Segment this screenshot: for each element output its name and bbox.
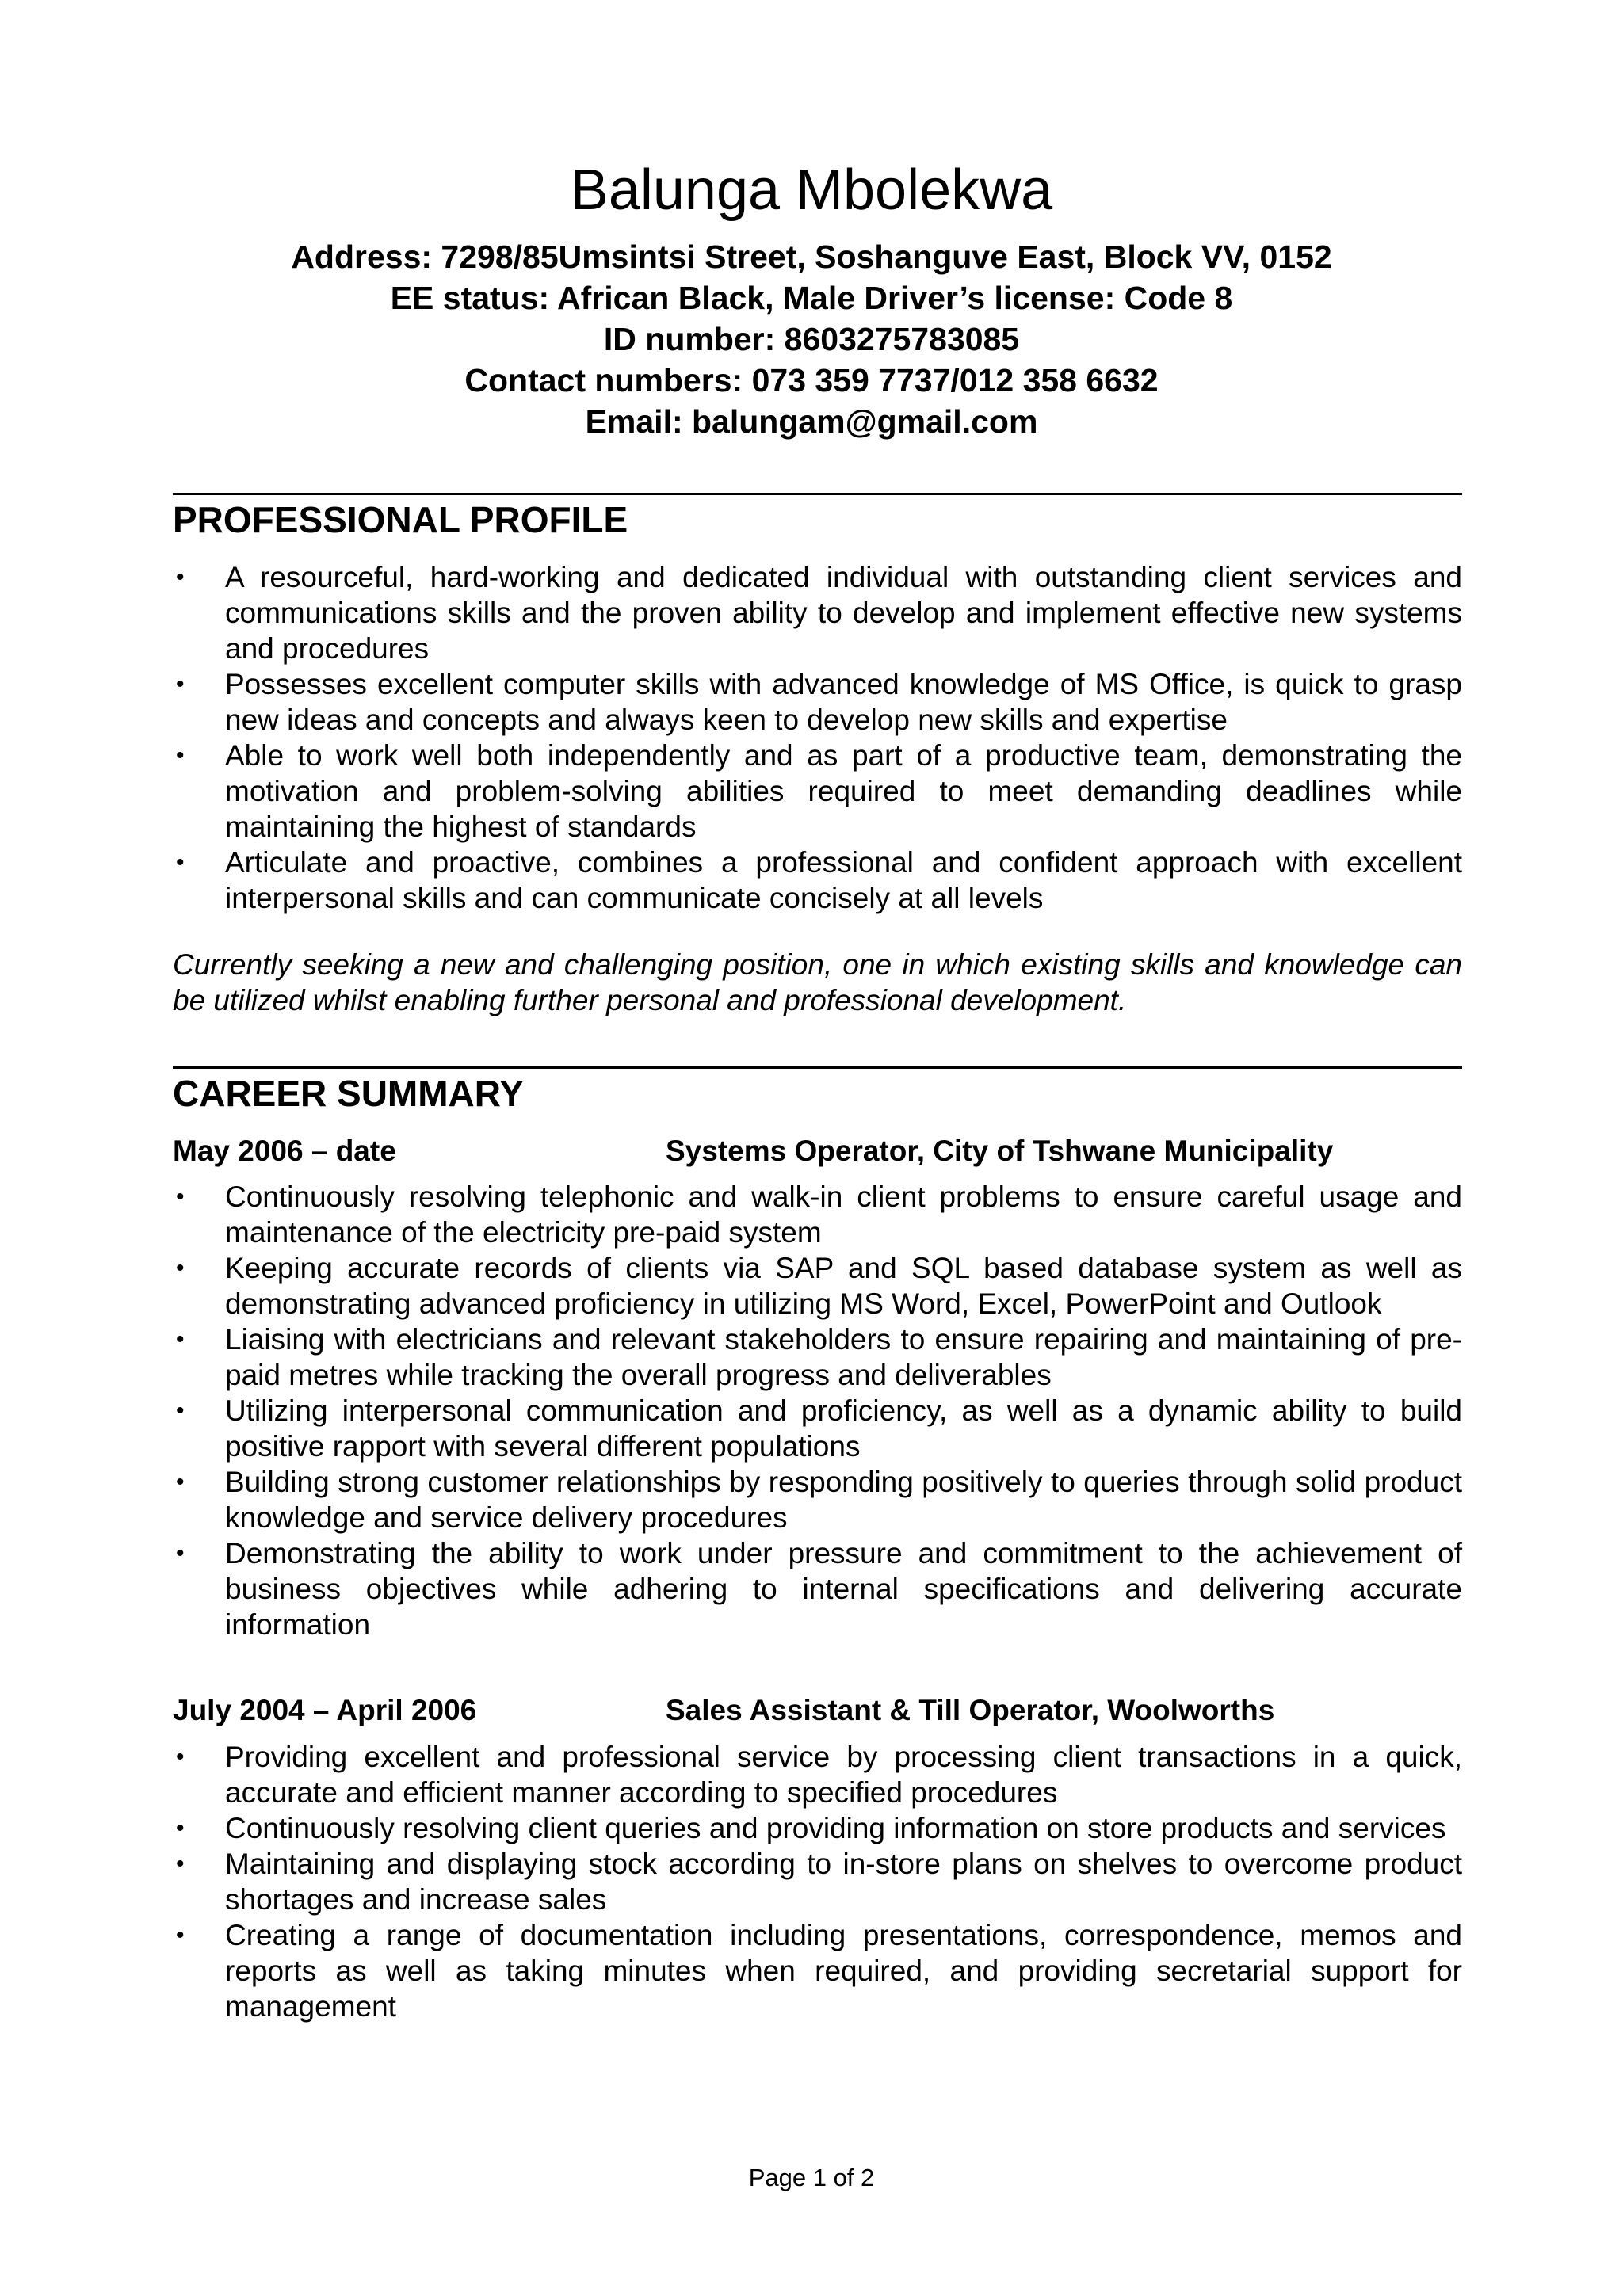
job-bullet-list: [173, 1179, 1462, 1642]
bullet-icon: •: [176, 564, 185, 590]
list-item: • Continuously resolving client queries and providing information on store products and services: [176, 1812, 1446, 1844]
job-period: May 2006 – date: [173, 1135, 396, 1167]
list-item: • Liaising with electricians and relevant stakeholders to ensure repairing and maintaining of pre-paid metres while tracking the overall progress and deliverables: [176, 1323, 1462, 1391]
bullet-icon: •: [176, 1469, 185, 1495]
list-item: • Demonstrating the ability to work under pressure and commitment to the achievement of business objectives while adhering to internal specifications and delivering accurate information: [176, 1537, 1462, 1641]
bullet-icon: •: [176, 1815, 185, 1841]
profile-bullet-list: [173, 559, 1462, 916]
bullet-icon: •: [176, 1922, 185, 1948]
bullet-icon: •: [176, 1326, 185, 1352]
list-item: • Maintaining and displaying stock according to in-store plans on shelves to overcome product shortages and increase sales: [176, 1848, 1462, 1916]
list-item: • Creating a range of documentation including presentations, correspondence, memos and reports as well as taking minutes when required, and providing secretarial support for management: [176, 1919, 1462, 2023]
list-item: • A resourceful, hard-working and dedicated individual with outstanding client services and communications skills and the proven ability to develop and implement effective new systems and procedures: [176, 561, 1462, 665]
list-item: • Continuously resolving telephonic and walk-in client problems to ensure careful usage and maintenance of the electricity pre-paid system: [176, 1180, 1462, 1249]
list-item: • Articulate and proactive, combines a professional and confident approach with excellent interpersonal skills and can communicate concisely at all levels: [176, 846, 1462, 914]
job-role: Systems Operator, City of Tshwane Municipality: [666, 1135, 1334, 1167]
list-item: • Providing excellent and professional service by processing client transactions in a quick, accurate and efficient manner according to specified procedures: [176, 1741, 1462, 1809]
section-title-profile: PROFESSIONAL PROFILE: [173, 499, 628, 540]
bullet-icon: •: [176, 671, 185, 697]
bullet-icon: •: [176, 1744, 185, 1770]
list-item: • Able to work well both independently and as part of a productive team, demonstrating the motivation and problem-solving abilities required to meet demanding deadlines while maintaining the highest of standards: [176, 739, 1462, 843]
page-number: Page 1 of 2: [748, 2164, 875, 2191]
ee-status-line: EE status: African Black, Male Driver’s license: Code 8: [390, 280, 1233, 316]
bullet-icon: •: [176, 1184, 185, 1210]
job-period: July 2004 – April 2006: [173, 1694, 477, 1726]
candidate-name: Balunga Mbolekwa: [570, 158, 1053, 222]
address-line: Address: 7298/85Umsintsi Street, Soshanguve East, Block VV, 0152: [291, 238, 1332, 275]
bullet-icon: •: [176, 1851, 185, 1877]
bullet-icon: •: [176, 1398, 185, 1424]
bullet-icon: •: [176, 1540, 185, 1566]
list-item: • Building strong customer relationships by responding positively to queries through solid product knowledge and service delivery procedures: [176, 1466, 1462, 1534]
contact-block: [0, 236, 1623, 442]
email-line: Email: balungam@gmail.com: [585, 403, 1038, 440]
job-bullet-list: [173, 1739, 1462, 2024]
bullet-icon: •: [176, 742, 185, 769]
bullet-icon: •: [176, 849, 185, 875]
list-item: • Utilizing interpersonal communication and proficiency, as well as a dynamic ability to build positive rapport with several different populations: [176, 1394, 1462, 1463]
list-item: • Keeping accurate records of clients via SAP and SQL based database system as well as demonstrating advanced proficiency in utilizing MS Word, Excel, PowerPoint and Outlook: [176, 1252, 1462, 1320]
section-title-career: CAREER SUMMARY: [173, 1073, 524, 1114]
list-item: • Possesses excellent computer skills with advanced knowledge of MS Office, is quick to grasp new ideas and concepts and always keen to develop new skills and expertise: [176, 668, 1462, 736]
contact-numbers-line: Contact numbers: 073 359 7737/012 358 6632: [464, 362, 1159, 399]
section-divider: [173, 493, 1462, 495]
bullet-icon: •: [176, 1255, 185, 1281]
section-divider: [173, 1066, 1462, 1069]
id-number-line: ID number: 8603275783085: [603, 321, 1020, 357]
job-role: Sales Assistant & Till Operator, Woolworths: [666, 1694, 1275, 1726]
career-objective: Currently seeking a new and challenging position, one in which existing skills and knowledge can be utilized whilst enabling further personal and professional development.: [173, 948, 1462, 1016]
